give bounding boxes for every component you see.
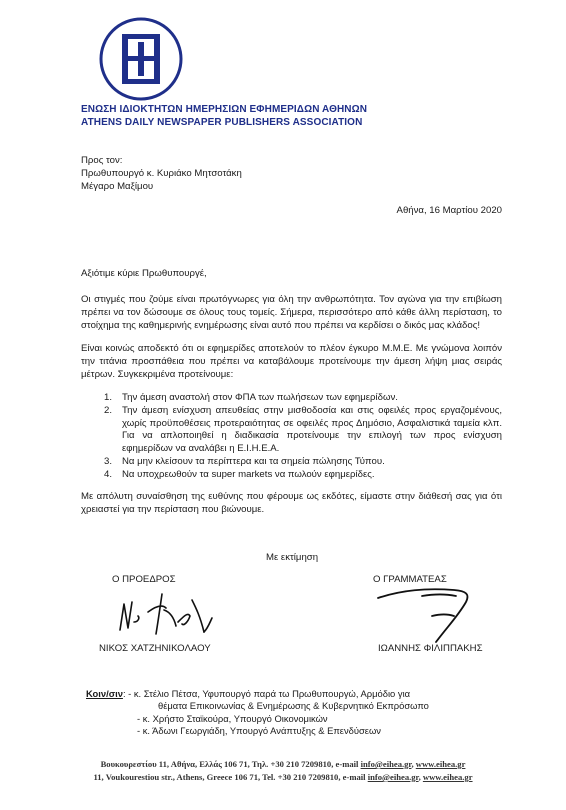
greeting: Αξιότιμε κύριε Πρωθυπουργέ, (81, 268, 207, 279)
cc-block (86, 688, 429, 738)
list-item: 4. Να υποχρεωθούν τα super markets να πωλούν εφημερίδες. (104, 468, 375, 480)
list-item: 1. Την άμεση αναστολή στον ΦΠΑ των πωλήσεων των εφημερίδων. (104, 392, 398, 403)
president-name: ΝΙΚΟΣ ΧΑΤΖΗΝΙΚΟΛΑΟΥ (99, 643, 211, 654)
list-item: 2. Την άμεση ενίσχυση απευθείας στην μισθοδοσία και στις οφειλές προς εργαζομένους, χωρίς προϋποθέσεις προτεραιότητας σε οφειλές προς Δημόσιο, Ασφαλιστικά ταμεία κλπ. Για να απλοποιηθεί η διαδικασία προτείνουμε την επιλογή των προς ενίσχυση εφημερίδων να αναλάβει η Ε.Ι.Η.Ε.Α. (104, 404, 502, 455)
cc-line: - κ. Χρήστο Σταϊκούρα, Υπουργό Οικονομικών (137, 712, 328, 724)
secretary-signature (362, 576, 492, 646)
footer-email-link[interactable]: info@eihea.gr (367, 772, 419, 782)
recipient-address: Μέγαρο Μαξίμου (81, 181, 154, 192)
recipient-to-label: Προς τον: (81, 155, 123, 166)
cc-line: - κ. Άδωνι Γεωργιάδη, Υπουργό Ανάπτυξης & Επενδύσεων (137, 725, 381, 737)
measures-list (104, 392, 502, 482)
cc-label: Κοιν/σιν (86, 688, 123, 699)
closing-regards: Με εκτίμηση (266, 552, 319, 563)
cc-line: θέματα Επικοινωνίας & Ενημέρωσης & Κυβερνητικό Εκπρόσωπο (158, 700, 429, 712)
org-name-english: ATHENS DAILY NEWSPAPER PUBLISHERS ASSOCIATION (81, 117, 363, 128)
secretary-title: Ο ΓΡΑΜΜΑΤΕΑΣ (373, 574, 447, 585)
paragraph-intro: Οι στιγμές που ζούμε είναι πρωτόγνωρες για όλη την ανθρωπότητα. Τον αγώνα για την επιβίωση πρέπει να τον δώσουμε σε όλους τους τομείς. Σήμερα, περισσότερο από κάθε άλλη περίσταση, το στοίχημα της καθημερινής ενημέρωσης είναι αυτό που πρέπει να κερδίσει ο δικός μας κλάδος! (81, 294, 502, 331)
recipient-name: Πρωθυπουργό κ. Κυριάκο Μητσοτάκη (81, 168, 242, 179)
footer-english: 11, Voukourestiou str., Athens, Greece 106 71, Tel. +30 210 7209810, e-mail info@eihea.gr, www.eihea.gr (93, 772, 473, 782)
president-title: Ο ΠΡΟΕΔΡΟΣ (112, 574, 176, 585)
recipient-block (81, 155, 242, 194)
president-signature (104, 582, 234, 640)
cc-line: : - κ. Στέλιο Πέτσα, Υφυπουργό παρά τω Πρωθυπουργώ, Αρμόδιο για (122, 688, 411, 699)
paragraph-proposal: Είναι κοινώς αποδεκτό ότι οι εφημερίδες αποτελούν το πλέον έγκυρο Μ.Μ.Ε. Με γνώμονα λοιπόν την τιτάνια προσπάθεια που πρέπει να καταβάλουμε προτείνουμε την άμεση λήψη μιας σειράς μέτρων. Συγκεκριμένα προτείνουμε: (81, 343, 502, 380)
letter-date: Αθήνα, 16 Μαρτίου 2020 (396, 205, 502, 216)
secretary-name: ΙΩΑΝΝΗΣ ΦΙΛΙΠΠΑΚΗΣ (378, 643, 483, 654)
list-item: 3. Να μην κλείσουν τα περίπτερα και τα σημεία πώλησης Τύπου. (104, 455, 385, 467)
footer-website-link[interactable]: www.eihea.gr (422, 772, 473, 782)
footer-website-link[interactable]: www.eihea.gr (415, 759, 466, 769)
paragraph-closing: Με απόλυτη συναίσθηση της ευθύνης που φέρουμε ως εκδότες, είμαστε στην διάθεσή σας για ότι χρειαστεί για την περίσταση που βιώνουμε. (81, 491, 502, 515)
org-name-greek: ΕΝΩΣΗ ΙΔΙΟΚΤΗΤΩΝ ΗΜΕΡΗΣΙΩΝ ΕΦΗΜΕΡΙΔΩΝ ΑΘΗΝΩΝ (81, 104, 368, 115)
footer-greek: Βουκουρεστίου 11, Αθήνα, Ελλάς 106 71, Τηλ. +30 210 7209810, e-mail info@eihea.gr, www.eihea.gr (100, 759, 466, 769)
footer-email-link[interactable]: info@eihea.gr (360, 759, 412, 769)
association-logo (86, 14, 196, 104)
